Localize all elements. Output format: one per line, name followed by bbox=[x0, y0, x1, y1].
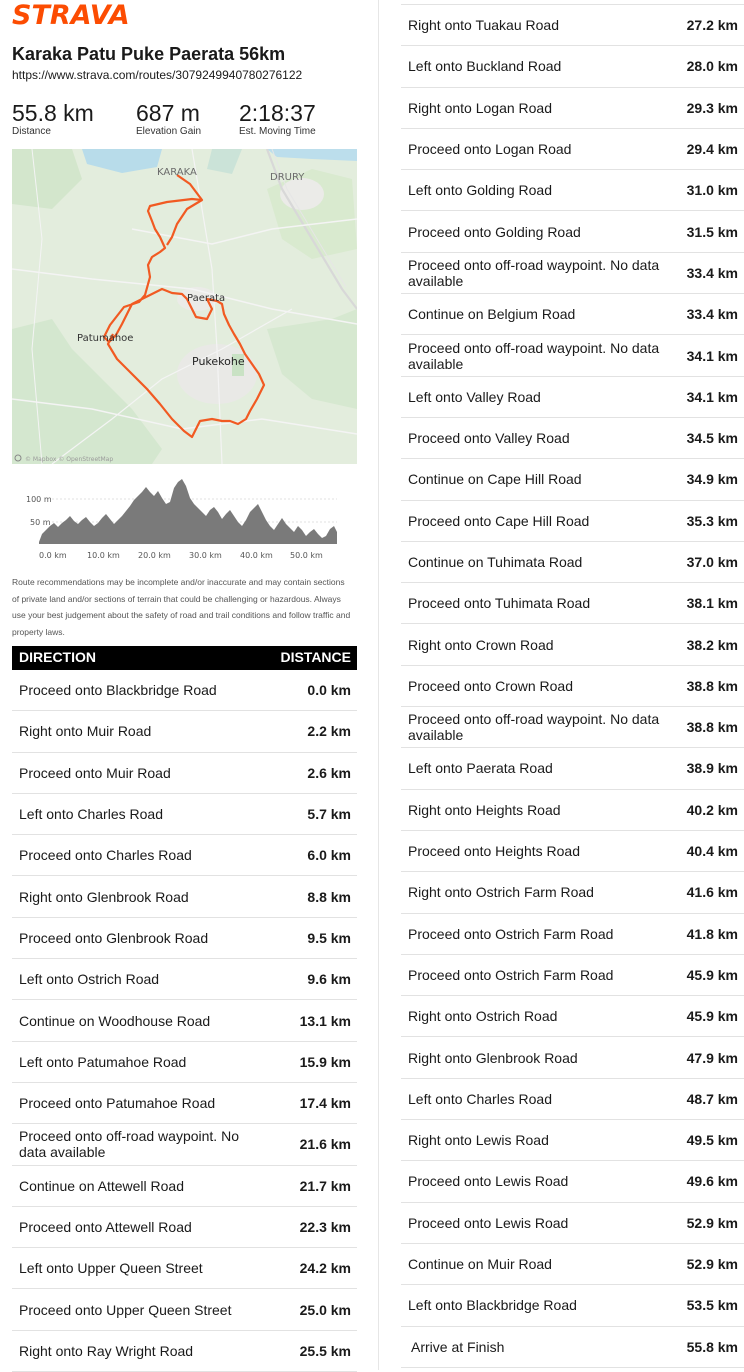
direction-text: Proceed onto Blackbridge Road bbox=[19, 682, 217, 699]
direction-row bbox=[401, 1161, 744, 1202]
direction-row bbox=[401, 211, 744, 252]
direction-distance: 38.8 km bbox=[686, 677, 738, 694]
direction-distance: 38.1 km bbox=[686, 595, 738, 612]
direction-text: Continue on Woodhouse Road bbox=[19, 1012, 211, 1029]
elevation-area bbox=[39, 479, 337, 544]
elevation-x-label-30: 30.0 km bbox=[189, 551, 222, 560]
direction-row bbox=[12, 1042, 357, 1083]
direction-row bbox=[401, 996, 744, 1037]
direction-row bbox=[401, 88, 744, 129]
direction-distance: 21.6 km bbox=[299, 1136, 351, 1153]
direction-row bbox=[12, 1331, 357, 1372]
direction-row bbox=[401, 1285, 744, 1326]
stat-distance-value: 55.8 km bbox=[12, 100, 94, 126]
direction-row bbox=[12, 711, 357, 752]
direction-text: Right onto Ray Wright Road bbox=[19, 1342, 194, 1359]
direction-text: Continue on Tuhimata Road bbox=[408, 554, 583, 570]
direction-row bbox=[401, 170, 744, 211]
direction-row bbox=[401, 831, 744, 872]
direction-row bbox=[401, 1037, 744, 1078]
direction-text: Proceed onto Charles Road bbox=[19, 847, 192, 864]
direction-distance: 2.6 km bbox=[307, 764, 351, 781]
direction-row bbox=[401, 46, 744, 87]
direction-text: Left onto Buckland Road bbox=[408, 58, 562, 75]
map-label-patumahoe: Patumahoe bbox=[77, 333, 134, 344]
direction-text: Proceed onto off-road waypoint. No data available bbox=[408, 711, 660, 744]
direction-distance: 27.2 km bbox=[686, 17, 738, 34]
direction-distance: 49.6 km bbox=[686, 1173, 738, 1190]
direction-row bbox=[401, 1244, 744, 1285]
direction-text: Left onto Paerata Road bbox=[408, 760, 553, 777]
direction-distance: 29.4 km bbox=[686, 141, 738, 158]
stat-moving-time-label: Est. Moving Time bbox=[239, 126, 316, 137]
elevation-x-label-20: 20.0 km bbox=[138, 551, 171, 560]
direction-distance: 37.0 km bbox=[686, 554, 738, 570]
map-label-drury: DRURY bbox=[270, 172, 305, 183]
direction-text: Left onto Upper Queen Street bbox=[19, 1260, 203, 1277]
direction-distance: 40.4 km bbox=[686, 843, 738, 860]
route-map[interactable] bbox=[12, 149, 357, 464]
direction-distance: 9.6 km bbox=[307, 971, 351, 988]
direction-row bbox=[401, 1120, 744, 1161]
direction-distance: 22.3 km bbox=[299, 1219, 351, 1235]
direction-text: Continue on Belgium Road bbox=[408, 306, 576, 323]
direction-distance: 21.7 km bbox=[299, 1177, 351, 1194]
stat-elevation bbox=[136, 100, 201, 137]
stat-distance-label: Distance bbox=[12, 126, 51, 137]
direction-row bbox=[401, 377, 744, 418]
direction-text: Proceed onto Cape Hill Road bbox=[408, 512, 590, 529]
direction-text: Proceed onto off-road waypoint. No data available bbox=[19, 1128, 239, 1161]
direction-text: Continue on Attewell Road bbox=[19, 1177, 184, 1194]
direction-row bbox=[401, 790, 744, 831]
direction-distance: 25.5 km bbox=[299, 1342, 351, 1359]
direction-distance: 9.5 km bbox=[307, 929, 351, 946]
map-label-karaka: KARAKA bbox=[157, 167, 197, 178]
direction-distance: 0.0 km bbox=[307, 682, 351, 699]
direction-text: Proceed onto Golding Road bbox=[408, 223, 581, 240]
direction-row bbox=[401, 914, 744, 955]
direction-text: Proceed onto Heights Road bbox=[408, 843, 580, 860]
direction-text: Left onto Patumahoe Road bbox=[19, 1053, 187, 1070]
stat-moving-time bbox=[239, 100, 316, 137]
direction-text: Proceed onto Logan Road bbox=[408, 141, 572, 158]
direction-text: Proceed onto Upper Queen Street bbox=[19, 1301, 232, 1318]
elevation-x-label-40: 40.0 km bbox=[240, 551, 273, 560]
direction-text: Right onto Muir Road bbox=[19, 723, 152, 740]
direction-row bbox=[12, 1000, 357, 1041]
direction-distance: 8.8 km bbox=[307, 888, 351, 905]
direction-text: Right onto Glenbrook Road bbox=[408, 1049, 578, 1066]
direction-distance: 6.0 km bbox=[307, 847, 351, 864]
stat-moving-time-value: 2:18:37 bbox=[239, 100, 316, 126]
direction-distance: 24.2 km bbox=[299, 1260, 351, 1277]
direction-text: Right onto Heights Road bbox=[408, 801, 561, 818]
direction-text: Left onto Blackbridge Road bbox=[408, 1297, 577, 1314]
direction-distance: 53.5 km bbox=[686, 1297, 738, 1314]
directions-list-right bbox=[401, 4, 744, 1368]
direction-row bbox=[401, 955, 744, 996]
direction-distance: 29.3 km bbox=[686, 99, 738, 116]
stat-distance bbox=[12, 100, 94, 137]
direction-distance: 55.8 km bbox=[686, 1338, 738, 1355]
direction-text: Right onto Ostrich Road bbox=[408, 1008, 558, 1025]
direction-row bbox=[12, 1207, 357, 1248]
direction-text: Proceed onto Tuhimata Road bbox=[408, 595, 591, 612]
direction-distance: 34.1 km bbox=[686, 388, 738, 405]
direction-row bbox=[401, 1203, 744, 1244]
direction-row bbox=[401, 501, 744, 542]
direction-text: Right onto Glenbrook Road bbox=[19, 888, 189, 905]
direction-text: Proceed onto Lewis Road bbox=[408, 1214, 569, 1231]
elevation-x-label-10: 10.0 km bbox=[87, 551, 120, 560]
map-label-pukekohe: Pukekohe bbox=[192, 355, 245, 368]
direction-text: Left onto Golding Road bbox=[408, 182, 552, 199]
elevation-x-label-50: 50.0 km bbox=[290, 551, 323, 560]
direction-row bbox=[401, 129, 744, 170]
direction-text: Proceed onto Ostrich Farm Road bbox=[408, 966, 614, 983]
direction-text: Proceed onto Ostrich Farm Road bbox=[408, 925, 614, 942]
direction-row bbox=[12, 1166, 357, 1207]
elevation-chart-svg bbox=[12, 474, 357, 566]
direction-distance: 31.0 km bbox=[686, 182, 738, 199]
header-distance: DISTANCE bbox=[280, 649, 351, 665]
direction-distance: 49.5 km bbox=[686, 1132, 738, 1149]
direction-row bbox=[401, 335, 744, 376]
direction-row bbox=[12, 1289, 357, 1330]
direction-distance: 25.0 km bbox=[299, 1301, 351, 1318]
map-attribution: © Mapbox © OpenStreetMap bbox=[25, 456, 114, 463]
direction-distance: 48.7 km bbox=[686, 1090, 738, 1107]
route-url[interactable]: https://www.strava.com/routes/3079249940780276122 bbox=[12, 68, 303, 82]
direction-text: Proceed onto off-road waypoint. No data available bbox=[408, 339, 660, 372]
route-disclaimer: Route recommendations may be incomplete and/or inaccurate and may contain sections of private land and/or sections of terrain that could be challenging or hazardous. Always use your best judgement about the safety of road and trail conditions and follow traffic and property laws. bbox=[12, 577, 351, 637]
direction-distance: 41.6 km bbox=[686, 884, 738, 901]
direction-text: Proceed onto Crown Road bbox=[408, 677, 573, 694]
elevation-profile bbox=[12, 474, 357, 566]
direction-row bbox=[401, 624, 744, 665]
direction-row bbox=[12, 1248, 357, 1289]
direction-row bbox=[401, 666, 744, 707]
direction-text: Left onto Ostrich Road bbox=[19, 971, 160, 988]
direction-text: Proceed onto Glenbrook Road bbox=[19, 929, 209, 946]
direction-distance: 31.5 km bbox=[686, 223, 738, 240]
direction-distance: 38.8 km bbox=[686, 719, 738, 736]
direction-text: Left onto Charles Road bbox=[19, 806, 163, 823]
direction-row bbox=[401, 542, 744, 583]
direction-distance: 15.9 km bbox=[299, 1053, 351, 1070]
direction-row bbox=[401, 1327, 744, 1368]
direction-text: Proceed onto Valley Road bbox=[408, 430, 570, 447]
direction-text: Arrive at Finish bbox=[411, 1338, 505, 1355]
direction-text: Continue on Muir Road bbox=[408, 1256, 552, 1273]
elevation-y-label-100: 100 m bbox=[26, 495, 52, 504]
direction-distance: 52.9 km bbox=[686, 1256, 738, 1273]
route-title: Karaka Patu Puke Paerata 56km bbox=[12, 44, 286, 64]
direction-distance: 13.1 km bbox=[299, 1012, 351, 1029]
direction-distance: 28.0 km bbox=[686, 58, 738, 75]
direction-row bbox=[401, 1079, 744, 1120]
stat-elevation-value: 687 m bbox=[136, 100, 200, 126]
direction-distance: 34.9 km bbox=[686, 471, 738, 488]
direction-distance: 5.7 km bbox=[307, 806, 351, 823]
direction-distance: 17.4 km bbox=[299, 1095, 351, 1112]
direction-text: Right onto Tuakau Road bbox=[408, 17, 559, 34]
direction-distance: 47.9 km bbox=[686, 1049, 738, 1066]
directions-list-left bbox=[12, 670, 357, 1372]
direction-text: Right onto Lewis Road bbox=[408, 1132, 549, 1149]
direction-distance: 34.5 km bbox=[686, 430, 738, 447]
direction-text: Proceed onto Patumahoe Road bbox=[19, 1095, 216, 1112]
direction-distance: 45.9 km bbox=[686, 966, 738, 983]
direction-row bbox=[401, 748, 744, 789]
direction-row bbox=[12, 959, 357, 1000]
elevation-x-label-0: 0.0 km bbox=[39, 551, 67, 560]
direction-row bbox=[12, 753, 357, 794]
strava-logo-text: STRAVA bbox=[12, 0, 130, 28]
direction-row bbox=[12, 794, 357, 835]
direction-distance: 34.1 km bbox=[686, 347, 738, 364]
direction-row bbox=[12, 1083, 357, 1124]
direction-distance: 41.8 km bbox=[686, 925, 738, 942]
direction-row bbox=[401, 707, 744, 748]
direction-row bbox=[12, 876, 357, 917]
direction-row bbox=[401, 583, 744, 624]
direction-row bbox=[12, 1124, 357, 1165]
direction-row bbox=[12, 835, 357, 876]
direction-distance: 38.2 km bbox=[686, 636, 738, 653]
direction-text: Proceed onto Muir Road bbox=[19, 764, 171, 781]
direction-distance: 52.9 km bbox=[686, 1214, 738, 1231]
direction-row bbox=[401, 5, 744, 46]
direction-row bbox=[401, 872, 744, 913]
strava-logo bbox=[12, 0, 162, 28]
direction-distance: 35.3 km bbox=[686, 512, 738, 529]
direction-text: Proceed onto Attewell Road bbox=[19, 1219, 192, 1235]
direction-distance: 2.2 km bbox=[307, 723, 351, 740]
direction-distance: 38.9 km bbox=[686, 760, 738, 777]
directions-table-header bbox=[12, 646, 357, 670]
direction-row bbox=[12, 670, 357, 711]
direction-row bbox=[401, 294, 744, 335]
direction-row bbox=[401, 253, 744, 294]
direction-text: Proceed onto Lewis Road bbox=[408, 1173, 569, 1190]
direction-text: Left onto Charles Road bbox=[408, 1090, 552, 1107]
elevation-y-label-50: 50 m bbox=[30, 518, 51, 527]
header-direction: DIRECTION bbox=[19, 649, 96, 665]
direction-row bbox=[12, 918, 357, 959]
direction-row bbox=[401, 459, 744, 500]
direction-text: Right onto Logan Road bbox=[408, 99, 552, 116]
direction-text: Left onto Valley Road bbox=[408, 388, 541, 405]
direction-distance: 33.4 km bbox=[686, 264, 738, 281]
column-divider bbox=[378, 0, 379, 1370]
route-map-svg bbox=[12, 149, 357, 464]
stat-elevation-label: Elevation Gain bbox=[136, 126, 202, 137]
direction-distance: 40.2 km bbox=[686, 801, 738, 818]
direction-text: Right onto Crown Road bbox=[408, 636, 554, 653]
direction-text: Right onto Ostrich Farm Road bbox=[408, 884, 594, 901]
direction-text: Proceed onto off-road waypoint. No data available bbox=[408, 256, 660, 289]
map-label-paerata: Paerata bbox=[187, 293, 226, 304]
direction-text: Continue on Cape Hill Road bbox=[408, 471, 582, 488]
direction-distance: 45.9 km bbox=[686, 1008, 738, 1025]
direction-distance: 33.4 km bbox=[686, 306, 738, 323]
direction-row bbox=[401, 418, 744, 459]
